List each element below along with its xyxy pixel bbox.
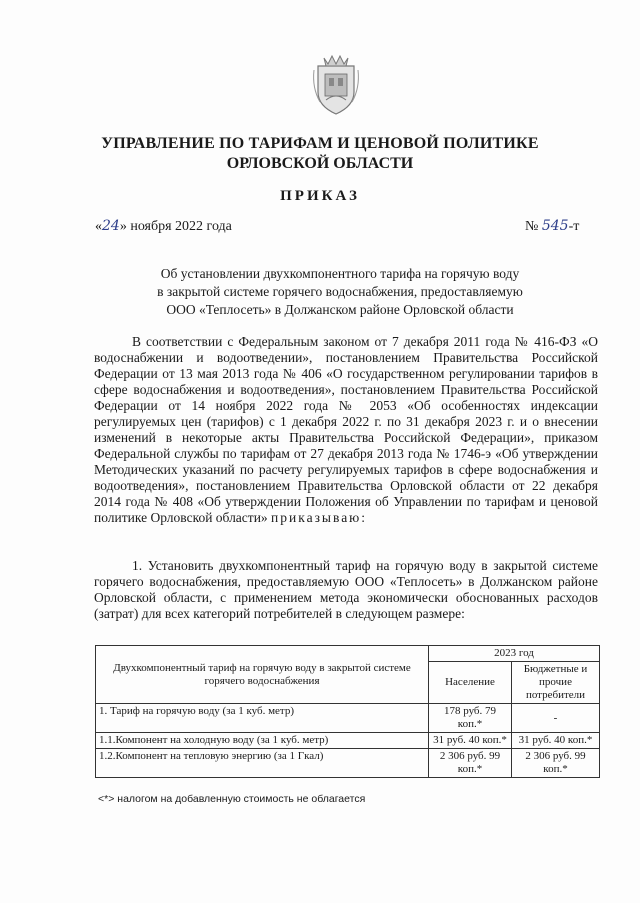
organization-name-line1: УПРАВЛЕНИЕ ПО ТАРИФАМ И ЦЕНОВОЙ ПОЛИТИКЕ xyxy=(101,135,539,152)
preamble-paragraph: В соответствии с Федеральным законом от 7 декабря 2011 года № 416-ФЗ «О водоснабжении и водоотведении», постановлением Правительства Российской Федерации от 13 мая 2013 года № 406 «О государственном регулировании тарифов в сфере водоснабжения и водоотведения», постановлением Правительства Российской Федерации от 14 ноября 2022 года № 2053 «Об особенностях индексации регулируемых цен (тарифов) с 1 декабря 2022 г. по 31 декабря 2023 г. и о внесении изменений в некоторые акты Правительства Российской Федерации», приказом Федеральной службы по тарифам от 27 декабря 2013 года № 1746-э «Об утверждении Методических указаний по расчету регулируемых тарифов в сфере водоснабжения и водоотведения», постановлением Правительства Орловской области от 22 декабря 2014 года № 408 «Об утверждении Положения об Управлении по тарифам и ценовой политике Орловской области» приказываю: xyxy=(94,334,598,525)
handwritten-day: 24 xyxy=(102,218,120,234)
tariff-table xyxy=(95,645,600,778)
document-type-heading: ПРИКАЗ xyxy=(280,188,360,204)
table-row: 1.2.Компонент на тепловую энергию (за 1 Гкал) 2 306 руб. 99 коп.* 2 306 руб. 99 коп.* xyxy=(96,749,600,778)
table-header-main: Двухкомпонентный тариф на горячую воду в закрытой системе горячего водоснабжения xyxy=(96,646,429,704)
table-header-population: Население xyxy=(429,662,512,704)
table-header-budget: Бюджетные и прочие потребители xyxy=(512,662,600,704)
handwritten-number: 545 xyxy=(541,218,569,234)
coat-of-arms-emblem xyxy=(310,52,362,116)
table-header-year: 2023 год xyxy=(429,646,600,662)
item-1-paragraph: 1. Установить двухкомпонентный тариф на горячую воду в закрытой системе горячего водоснабжения, предоставляемую ООО «Теплосеть» в Должанском районе Орловской области, с применением метода экономически обоснованных расходов (затрат) для всех категорий потребителей в следующем размере: xyxy=(94,558,598,621)
order-word: приказываю: xyxy=(271,510,368,525)
order-date: «24» ноября 2022 года xyxy=(95,218,232,234)
table-row: 1. Тариф на горячую воду (за 1 куб. метр) 178 руб. 79 коп.* - xyxy=(96,704,600,733)
table-footnote: <*> налогом на добавленную стоимость не облагается xyxy=(98,793,366,805)
organization-name-line2: ОРЛОВСКОЙ ОБЛАСТИ xyxy=(226,155,414,172)
table-row: 1.1.Компонент на холодную воду (за 1 куб. метр) 31 руб. 40 коп.* 31 руб. 40 коп.* xyxy=(96,733,600,749)
order-number: № 545-т xyxy=(525,218,580,234)
document-title: Об установлении двухкомпонентного тарифа на горячую воду в закрытой системе горячего водоснабжения, предоставляемую ООО «Теплосеть» в Должанском районе Орловской области xyxy=(157,266,523,317)
